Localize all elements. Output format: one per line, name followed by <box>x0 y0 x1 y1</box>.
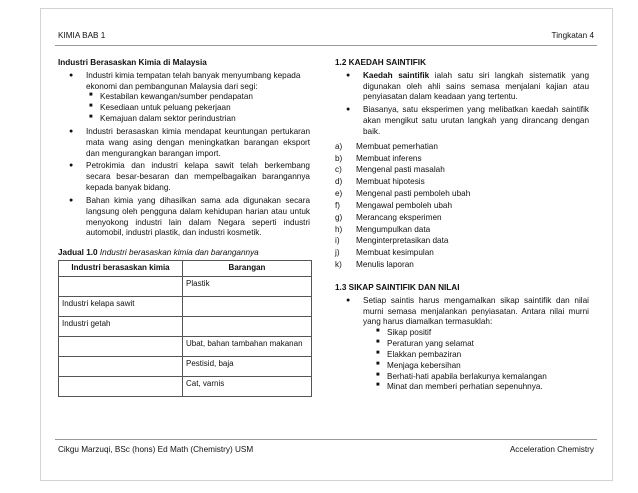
step-key: k) <box>335 260 342 270</box>
section-heading-industri: Industri Berasaskan Kimia di Malaysia <box>58 58 207 67</box>
table-cell <box>59 337 183 357</box>
bullet-text: Bahan kimia yang dihasilkan sama ada digunakan secara langsung oleh pengguna dalam kehidupan harian atau untuk menyokong industri lain dalam Negara seperti industri automobil, industri plastik, dan industri kosmetik. <box>86 195 310 238</box>
table-row <box>59 317 312 337</box>
sub-list-item: ■ Kesediaan untuk peluang pekerjaan <box>86 103 310 114</box>
bullet-text: ialah satu siri langkah sistematik yang digunakan oleh ahli sains semasa menjalani kajian atau penyiasatan dalam keadaan yang tertentu. <box>363 70 589 102</box>
bullet-text: Biasanya, satu eksperimen yang melibatkan kaedah saintifik akan mengikut satu urutan langkah yang dirancang dengan baik. <box>363 105 589 136</box>
step-key: g) <box>335 212 343 222</box>
step-key: c) <box>335 165 342 175</box>
sub-list-item: ■ Menjaga kebersihan <box>373 361 589 372</box>
step-text: Mengumpulkan data <box>356 224 431 234</box>
section-heading-kaedah: 1.2 KAEDAH SAINTIFIK <box>335 58 426 67</box>
list-item <box>58 161 310 193</box>
header-form: Tingkatan 4 <box>551 31 594 40</box>
industry-table <box>58 260 312 397</box>
step-key: d) <box>335 177 343 187</box>
sub-list-item: ■ Kemajuan dalam sektor perindustrian <box>86 114 310 125</box>
sub-list-item: ■ Elakkan pembaziran <box>373 350 589 361</box>
table-caption <box>58 248 310 259</box>
bold-term: Kaedah saintifik <box>363 70 430 80</box>
right-column <box>335 58 589 393</box>
step-text: Membuat kesimpulan <box>356 248 434 258</box>
bullet-text: Industri berasaskan kimia mendapat keuntungan pertukaran mata wang asing dengan meningkatkan barangan eksport dan mengurangkan barangan import. <box>86 126 310 158</box>
header-rule <box>55 45 597 46</box>
step-text: Membuat inferens <box>356 153 422 163</box>
bullet-text: Petrokimia dan industri kelapa sawit telah berkembang secara besar-besaran dan mempelbagaikan barangannya kepada banyak bidang. <box>86 161 310 193</box>
step-text: Menginterpretasikan data <box>356 236 449 246</box>
left-column <box>58 58 310 397</box>
industri-bullet-list <box>58 71 310 239</box>
table-header-row <box>59 261 312 277</box>
table-caption-title: Industri berasaskan kimia dan barangannya <box>99 248 259 258</box>
step-text: Merancang eksperimen <box>356 212 442 222</box>
list-item <box>335 296 589 393</box>
table-cell <box>59 357 183 377</box>
table-row <box>59 297 312 317</box>
step-text: Membuat hipotesis <box>356 177 425 187</box>
table-row <box>59 337 312 357</box>
table-cell: Ubat, bahan tambahan makanan <box>183 337 312 357</box>
step-item <box>335 248 589 259</box>
step-key: i) <box>335 236 340 246</box>
sub-bullet-list <box>86 92 310 124</box>
table-header: Industri berasaskan kimia <box>59 261 183 277</box>
step-key: j) <box>335 248 340 258</box>
footer-title: Acceleration Chemistry <box>509 445 594 454</box>
table-cell: Cat, varnis <box>183 377 312 397</box>
step-text: Menulis laporan <box>356 260 414 270</box>
table-cell: Pestisid, baja <box>183 357 312 377</box>
step-item <box>335 236 589 247</box>
table-cell: Industri getah <box>59 317 183 337</box>
footer-author: Cikgu Marzuqi, BSc (hons) Ed Math (Chemistry) USM <box>58 445 254 454</box>
step-text: Mengenal pasti masalah <box>356 165 445 175</box>
list-item <box>58 196 310 239</box>
sub-list-item: ■ Sikap positif <box>373 328 589 339</box>
sikap-bullet-list <box>335 296 589 393</box>
sub-list-item: ■ Minat dan memberi perhatian sepenuhnya. <box>373 382 589 393</box>
bullet-text: Setiap saintis harus mengamalkan sikap saintifik dan nilai murni semasa menjalankan penyiasatan. Antara nilai murni yang harus diamalkan termasuklah: <box>363 295 589 327</box>
header-chapter: KIMIA BAB 1 <box>58 31 106 40</box>
sub-list-item: ■ Kestabilan kewangan/sumber pendapatan <box>86 92 310 103</box>
table-cell: Industri kelapa sawit <box>59 297 183 317</box>
table-cell <box>183 297 312 317</box>
section-heading-sikap: 1.3 SIKAP SAINTIFIK DAN NILAI <box>335 282 460 292</box>
table-row <box>59 357 312 377</box>
footer-rule <box>55 439 597 440</box>
step-item <box>335 177 589 188</box>
step-item <box>335 225 589 236</box>
table-caption-label: Jadual 1.0 <box>58 248 98 258</box>
table-header: Barangan <box>183 261 312 277</box>
table-cell <box>59 277 183 297</box>
step-item <box>335 189 589 200</box>
table-row <box>59 277 312 297</box>
step-item <box>335 201 589 212</box>
step-text: Membuat pemerhatian <box>356 141 438 151</box>
step-key: e) <box>335 189 343 199</box>
step-item <box>335 142 589 153</box>
table-cell <box>183 317 312 337</box>
step-item <box>335 260 589 271</box>
list-item <box>335 71 589 103</box>
step-item <box>335 165 589 176</box>
values-list <box>373 328 589 393</box>
list-item <box>58 71 310 125</box>
step-key: h) <box>335 224 343 234</box>
list-item <box>335 105 589 137</box>
table-cell <box>59 377 183 397</box>
step-text: Mengawal pemboleh ubah <box>356 200 453 210</box>
step-item <box>335 213 589 224</box>
step-key: b) <box>335 153 343 163</box>
list-item <box>58 127 310 159</box>
steps-list <box>335 142 589 271</box>
bullet-text: Industri kimia tempatan telah banyak menyumbang kepada ekonomi dan pembangunan Malaysia dari segi: <box>86 70 301 91</box>
table-row <box>59 377 312 397</box>
table-cell: Plastik <box>183 277 312 297</box>
step-text: Mengenal pasti pemboleh ubah <box>356 189 471 199</box>
kaedah-bullet-list <box>335 71 589 138</box>
step-key: f) <box>335 200 341 210</box>
step-key: a) <box>335 141 343 151</box>
step-item <box>335 154 589 165</box>
sub-list-item: ■ Berhati-hati apabila berlakunya kemalangan <box>373 372 589 383</box>
sub-list-item: ■ Peraturan yang selamat <box>373 339 589 350</box>
